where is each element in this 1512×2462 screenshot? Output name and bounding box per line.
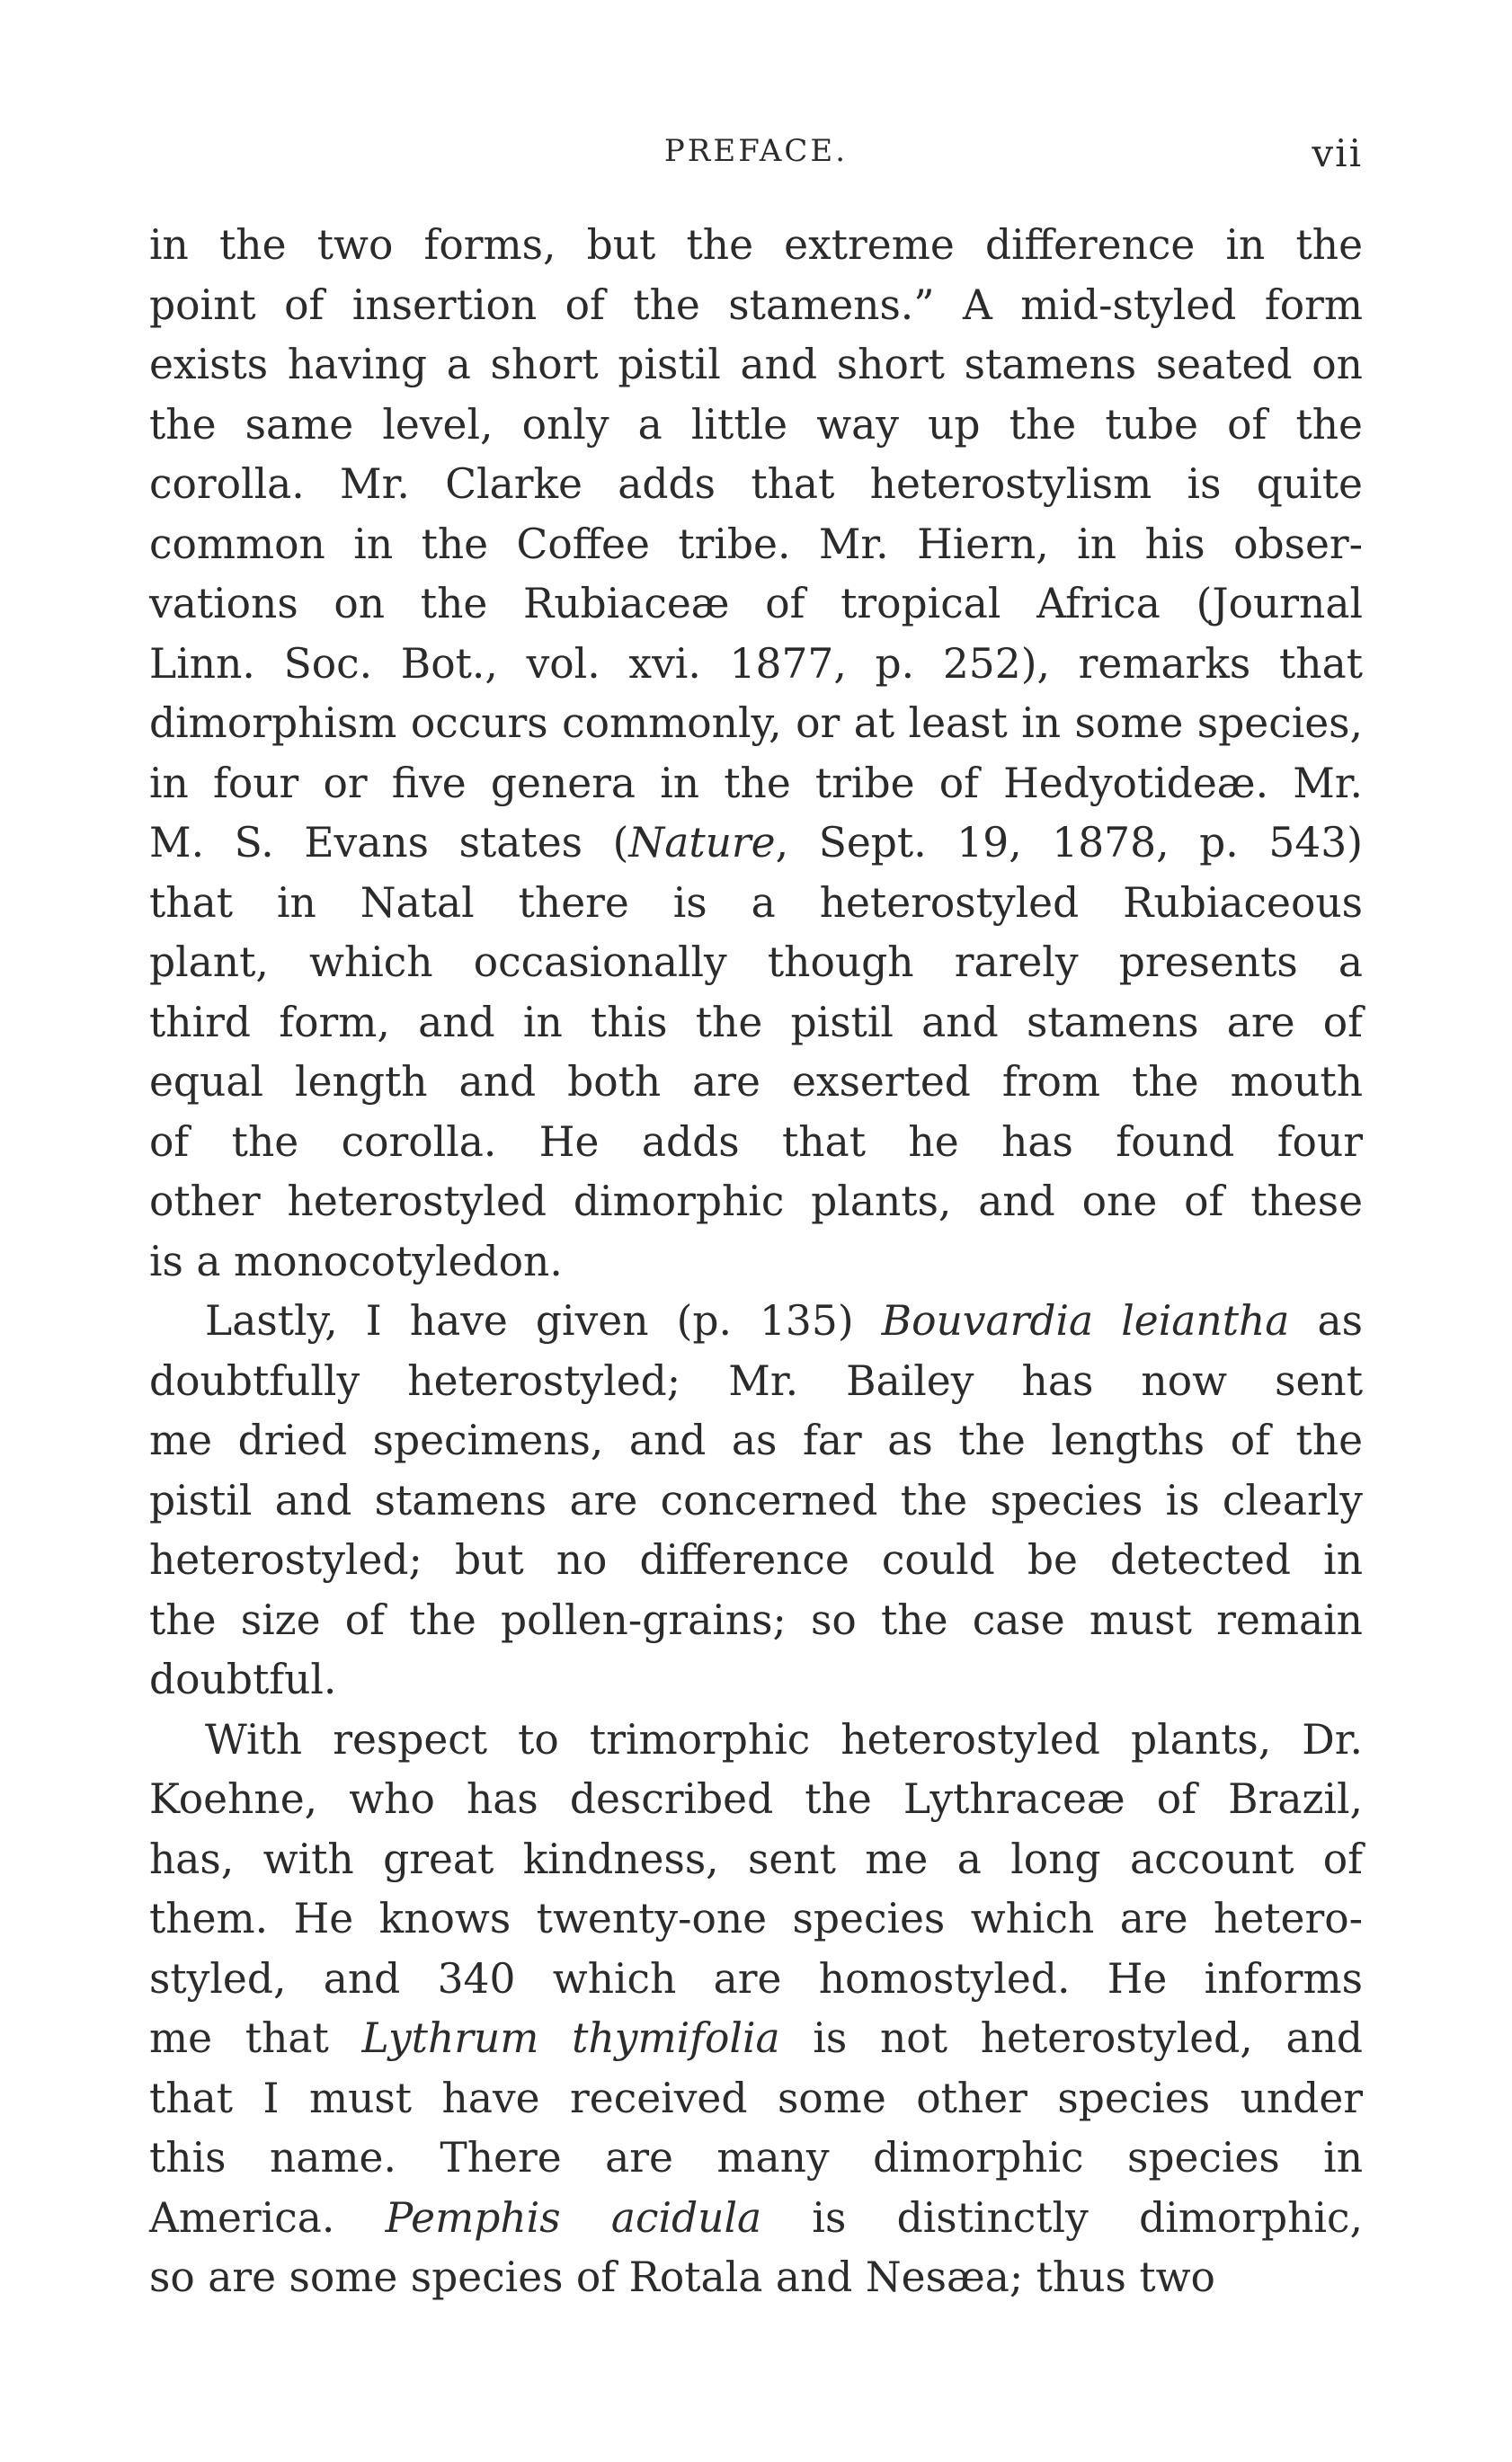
text-line: that in Natal there is a heterostyled Rubiaceous (149, 878, 1363, 927)
paragraph (149, 216, 1363, 1292)
text-line: of the corolla. He adds that he has found four (149, 1117, 1363, 1166)
text-line: vations on the Rubiaceæ of tropical Africa (Journal (149, 580, 1363, 627)
text-line: Linn. Soc. Bot., vol. xvi. 1877, p. 252), remarks that (149, 639, 1363, 688)
italic-term: Pemphis acidula (385, 2193, 762, 2242)
text-line: America. Pemphis acidula is distinctly dimorphic, (149, 2193, 1363, 2242)
text-line: other heterostyled dimorphic plants, and one of these (149, 1178, 1363, 1225)
text-line: doubtfully heterostyled; Mr. Bailey has now sent (149, 1356, 1363, 1405)
running-head (149, 126, 1363, 180)
text-line: With respect to trimorphic heterostyled plants, Dr. (205, 1715, 1363, 1764)
text-line: corolla. Mr. Clarke adds that heterostylism is quite (149, 460, 1363, 508)
text-line: me dried specimens, and as far as the lengths of the (149, 1417, 1363, 1464)
text-line: the size of the pollen-grains; so the case must remain (149, 1595, 1363, 1644)
text-line: this name. There are many dimorphic species in (149, 2134, 1363, 2182)
text-line: heterostyled; but no difference could be detected in (149, 1536, 1363, 1584)
text-line: pistil and stamens are concerned the species is clearly (149, 1476, 1363, 1524)
text-line: M. S. Evans states (Nature, Sept. 19, 1878, p. 543) (149, 819, 1363, 867)
text-line: is a monocotyledon. (149, 1237, 563, 1285)
text-line: styled, and 340 which are homostyled. He informs (149, 1954, 1363, 2003)
text-line: has, with great kindness, sent me a long account of (149, 1835, 1363, 1883)
text-line: dimorphism occurs commonly, or at least in some species, (149, 699, 1363, 747)
text-line: Lastly, I have given (p. 135) Bouvardia leiantha as (205, 1297, 1363, 1345)
running-title: PREFACE. (663, 133, 849, 169)
paragraph (149, 1292, 1363, 1711)
text-line: so are some species of Rotala and Nesæa; thus two (149, 2253, 1215, 2301)
text-line: that I must have received some other species under (149, 2074, 1363, 2122)
italic-term: Bouvardia leiantha (881, 1297, 1290, 1345)
text-line: in four or five genera in the tribe of Hedyotideæ. Mr. (149, 759, 1363, 807)
italic-term: Lythrum thymifolia (361, 2014, 780, 2062)
text-line: doubtful. (149, 1656, 337, 1703)
text-line: me that Lythrum thymifolia is not heterostyled, and (149, 2014, 1363, 2062)
body-text (149, 216, 1363, 2308)
text-line: plant, which occasionally though rarely presents a (149, 938, 1363, 986)
text-line: common in the Coffee tribe. Mr. Hiern, in his obser- (149, 520, 1363, 568)
text-line: point of insertion of the stamens.” A mid-styled form (149, 280, 1363, 329)
text-line: equal length and both are exserted from the mouth (149, 1058, 1363, 1106)
page-number: vii (1312, 131, 1363, 175)
paragraph (149, 1711, 1363, 2308)
text-line: exists having a short pistil and short stamens seated on (149, 341, 1363, 388)
text-line: the same level, only a little way up the tube of the (149, 400, 1363, 449)
italic-term: Nature (628, 819, 776, 867)
text-line: third form, and in this the pistil and stamens are of (149, 998, 1363, 1046)
text-line: in the two forms, but the extreme difference in the (149, 221, 1363, 269)
text-line: them. He knows twenty-one species which are hetero- (149, 1895, 1363, 1942)
text-line: Koehne, who has described the Lythraceæ of Brazil, (149, 1775, 1363, 1823)
